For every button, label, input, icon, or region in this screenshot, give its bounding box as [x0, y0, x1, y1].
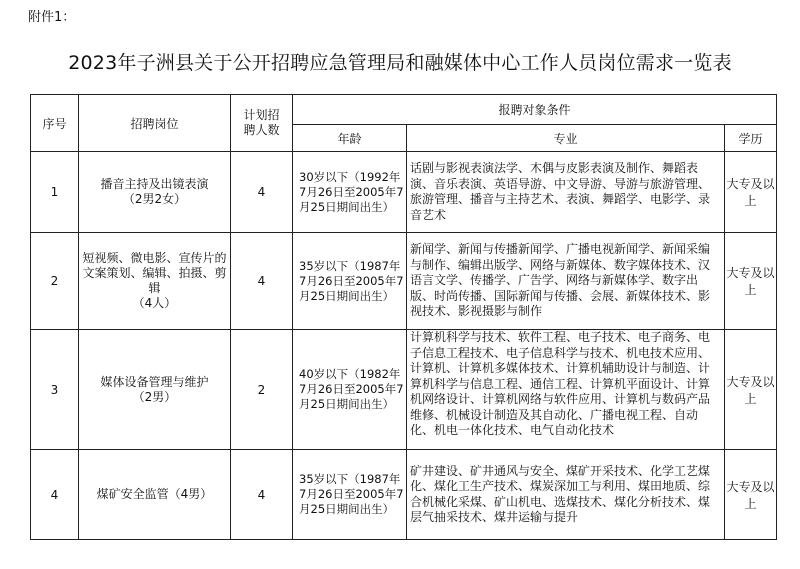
row-no: 2 [31, 233, 79, 330]
header-major: 专业 [407, 125, 725, 152]
row-position [79, 450, 231, 540]
header-position: 招聘岗位 [79, 95, 231, 152]
header-quota-line2: 聘人数 [243, 123, 280, 137]
row-quota: 4 [231, 450, 293, 540]
table-row [31, 152, 777, 233]
header-no: 序号 [31, 95, 79, 152]
row-quota: 2 [231, 330, 293, 450]
header-age: 年龄 [293, 125, 407, 152]
header-row [31, 95, 777, 125]
table-row [31, 233, 777, 330]
row-position-line2: （2男2女） [122, 192, 187, 206]
row-position-line1: 煤矿安全监管（4男） [96, 487, 213, 501]
row-position-line1: 播音主持及出镜表演 [100, 177, 209, 191]
row-age: 40岁以下（1982年7月26日至2005年7月25日期间出生） [293, 330, 407, 450]
row-no: 4 [31, 450, 79, 540]
row-education: 大专及以上 [725, 330, 777, 450]
row-position [79, 330, 231, 450]
row-position-line1: 短视频、微电影、宣传片的文案策划、编辑、拍摄、剪辑 [82, 251, 227, 295]
row-education: 大专及以上 [725, 450, 777, 540]
row-no: 1 [31, 152, 79, 233]
row-age: 35岁以下（1987年7月26日至2005年7月25日期间出生） [293, 450, 407, 540]
row-quota: 4 [231, 152, 293, 233]
row-age: 35岁以下（1987年7月26日至2005年7月25日期间出生） [293, 233, 407, 330]
requirements-table [30, 94, 777, 540]
header-education: 学历 [725, 125, 777, 152]
row-age: 30岁以下（1992年7月26日至2005年7月25日期间出生） [293, 152, 407, 233]
row-major: 新闻学、新闻与传播新闻学、广播电视新闻学、新闻采编与制作、编辑出版学、网络与新媒体、数字媒体技术、汉语言文学、传播学、广告学、网络与新媒体学、数字出版、时尚传播、国际新闻与传播、会展、新媒体技术、影视技术、影视摄影与制作 [407, 233, 725, 330]
row-major [407, 330, 725, 450]
row-major: 矿井建设、矿井通风与安全、煤矿开采技术、化学工艺煤化、煤化工生产技术、煤炭深加工与利用、煤田地质、综合机械化采煤、矿山机电、选煤技术、煤化分析技术、煤层气抽采技术、煤井运输与提升 [407, 450, 725, 540]
table-row [31, 450, 777, 540]
row-education: 大专及以上 [725, 233, 777, 330]
row-no: 3 [31, 330, 79, 450]
row-position-line2: （2男） [132, 389, 177, 404]
row-position [79, 233, 231, 330]
row-position [79, 152, 231, 233]
table-row [31, 330, 777, 450]
row-education: 大专及以上 [725, 152, 777, 233]
header-quota-line1: 计划招 [243, 108, 280, 122]
row-quota: 4 [231, 233, 293, 330]
document-title: 2023年子洲县关于公开招聘应急管理局和融媒体中心工作人员岗位需求一览表 [68, 52, 732, 74]
header-quota [231, 95, 293, 152]
row-position-line1: 媒体设备管理与维护 [100, 374, 209, 389]
attachment-label: 附件1： [28, 10, 76, 25]
row-major: 话剧与影视表演法学、木偶与皮影表演及制作、舞蹈表演、音乐表演、英语导游、中文导游、导游与旅游管理、旅游管理、播音与主持艺术、表演、舞蹈学、电影学、录音艺术 [407, 152, 725, 233]
row-position-line2: （4人） [132, 296, 177, 310]
row-major-text: 计算机科学与技术、软件工程、电子技术、电子商务、电子信息工程技术、电子信息科学与技术、机电技术应用、计算机、计算机多媒体技术、计算机辅助设计与制造、计算机科学与信息工程、通信工程、计算机平面设计、计算机网络设计、计算机网络与软件应用、计算机与数码产品维修、机械设计制造及其自动化、广播电视工程、自动化、机电一体化技术、电气自动化技术 [410, 330, 711, 437]
header-conditions: 报聘对象条件 [293, 95, 777, 125]
